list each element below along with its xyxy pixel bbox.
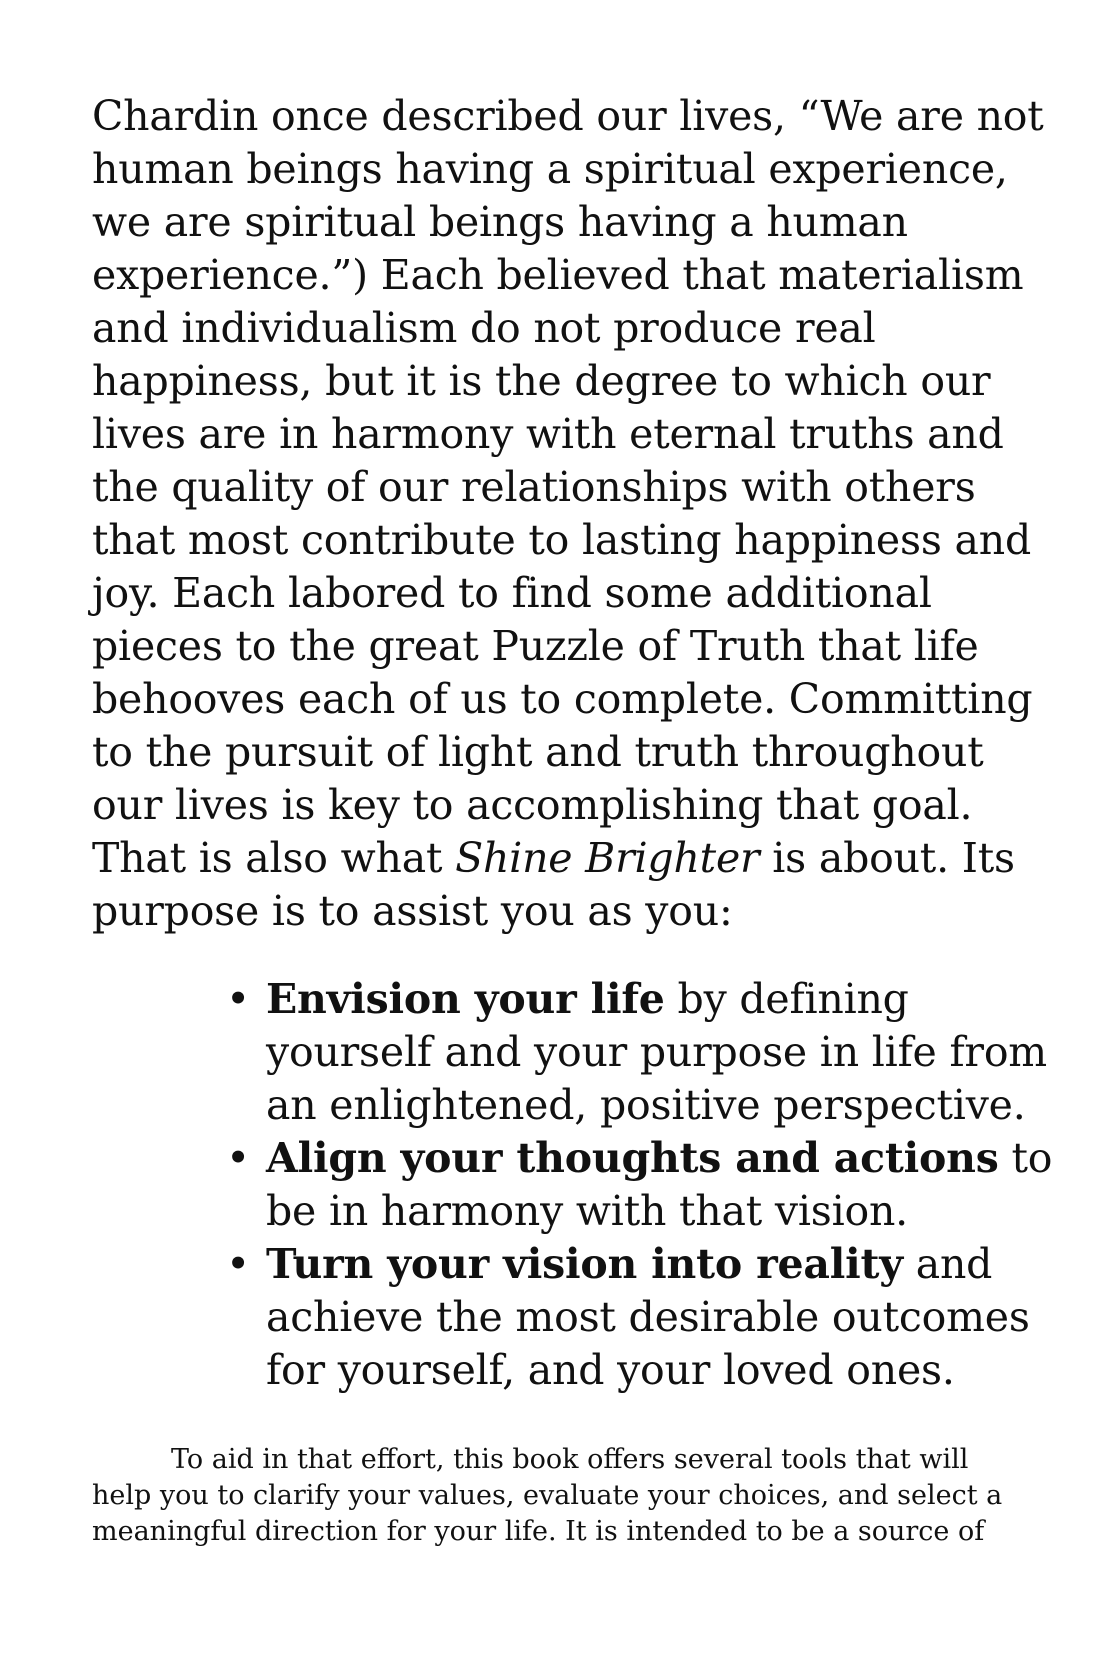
bullet-icon: • — [226, 1134, 250, 1182]
text-line: behooves each of us to complete. Committing — [92, 675, 1033, 723]
bullet-first-line — [266, 973, 1046, 1026]
text-line: purpose is to assist you as you: — [92, 887, 733, 935]
text-line: lives are in harmony with eternal truths and — [92, 410, 1004, 458]
bullet-text: and — [902, 1240, 993, 1288]
text-line: happiness, but it is the degree to which our — [92, 357, 991, 405]
text-line: joy. Each labored to find some additional — [92, 569, 932, 617]
bullet-text-line: be in harmony with that vision. — [266, 1187, 909, 1235]
bullet-bold-phrase: Align your thoughts and actions — [266, 1134, 999, 1182]
text-line: our lives is key to accomplishing that goal. — [92, 781, 973, 829]
text-line: that most contribute to lasting happiness and — [92, 516, 1032, 564]
bullet-item-turn — [226, 1238, 1046, 1397]
bullet-item-envision — [226, 973, 1046, 1132]
text-segment: is about. Its — [759, 834, 1015, 882]
bullet-item-align — [226, 1132, 1053, 1238]
bullet-first-line — [266, 1238, 1046, 1291]
bullet-text-line: for yourself, and your loved ones. — [266, 1346, 955, 1394]
bullet-icon: • — [226, 1240, 250, 1288]
text-line-with-book-title — [92, 832, 1032, 885]
text-line: human beings having a spiritual experience, — [92, 145, 1008, 193]
text-line: To aid in that effort, this book offers several tools that will — [171, 1444, 969, 1475]
bullet-bold-phrase: Envision your life — [266, 975, 665, 1023]
text-line: pieces to the great Puzzle of Truth that life — [92, 622, 979, 670]
bullet-text: to — [998, 1134, 1053, 1182]
text-line: help you to clarify your values, evaluate your choices, and select a — [92, 1480, 1003, 1511]
closing-paragraph — [92, 1442, 1032, 1550]
main-paragraph — [92, 90, 1044, 938]
bullet-bold-phrase: Turn your vision into reality — [266, 1240, 903, 1288]
text-segment: That is also what — [92, 834, 456, 882]
bullet-text: by defining — [664, 975, 909, 1023]
purpose-bullet-list — [226, 973, 1053, 1397]
book-title: Shine Brighter — [455, 834, 760, 882]
text-line: meaningful direction for your life. It is intended to be a source of — [92, 1516, 985, 1547]
bullet-text-line: yourself and your purpose in life from — [266, 1028, 1047, 1076]
bullet-text-line: achieve the most desirable outcomes — [266, 1293, 1030, 1341]
text-line: the quality of our relationships with others — [92, 463, 976, 511]
text-line: to the pursuit of light and truth throughout — [92, 728, 984, 776]
text-line: we are spiritual beings having a human — [92, 198, 908, 246]
text-line: Chardin once described our lives, “We are not — [92, 92, 1044, 140]
bullet-icon: • — [226, 975, 250, 1023]
text-line: experience.”) Each believed that materialism — [92, 251, 1024, 299]
text-line: and individualism do not produce real — [92, 304, 876, 352]
bullet-text-line: an enlightened, positive perspective. — [266, 1081, 1026, 1129]
bullet-first-line — [266, 1132, 1053, 1185]
